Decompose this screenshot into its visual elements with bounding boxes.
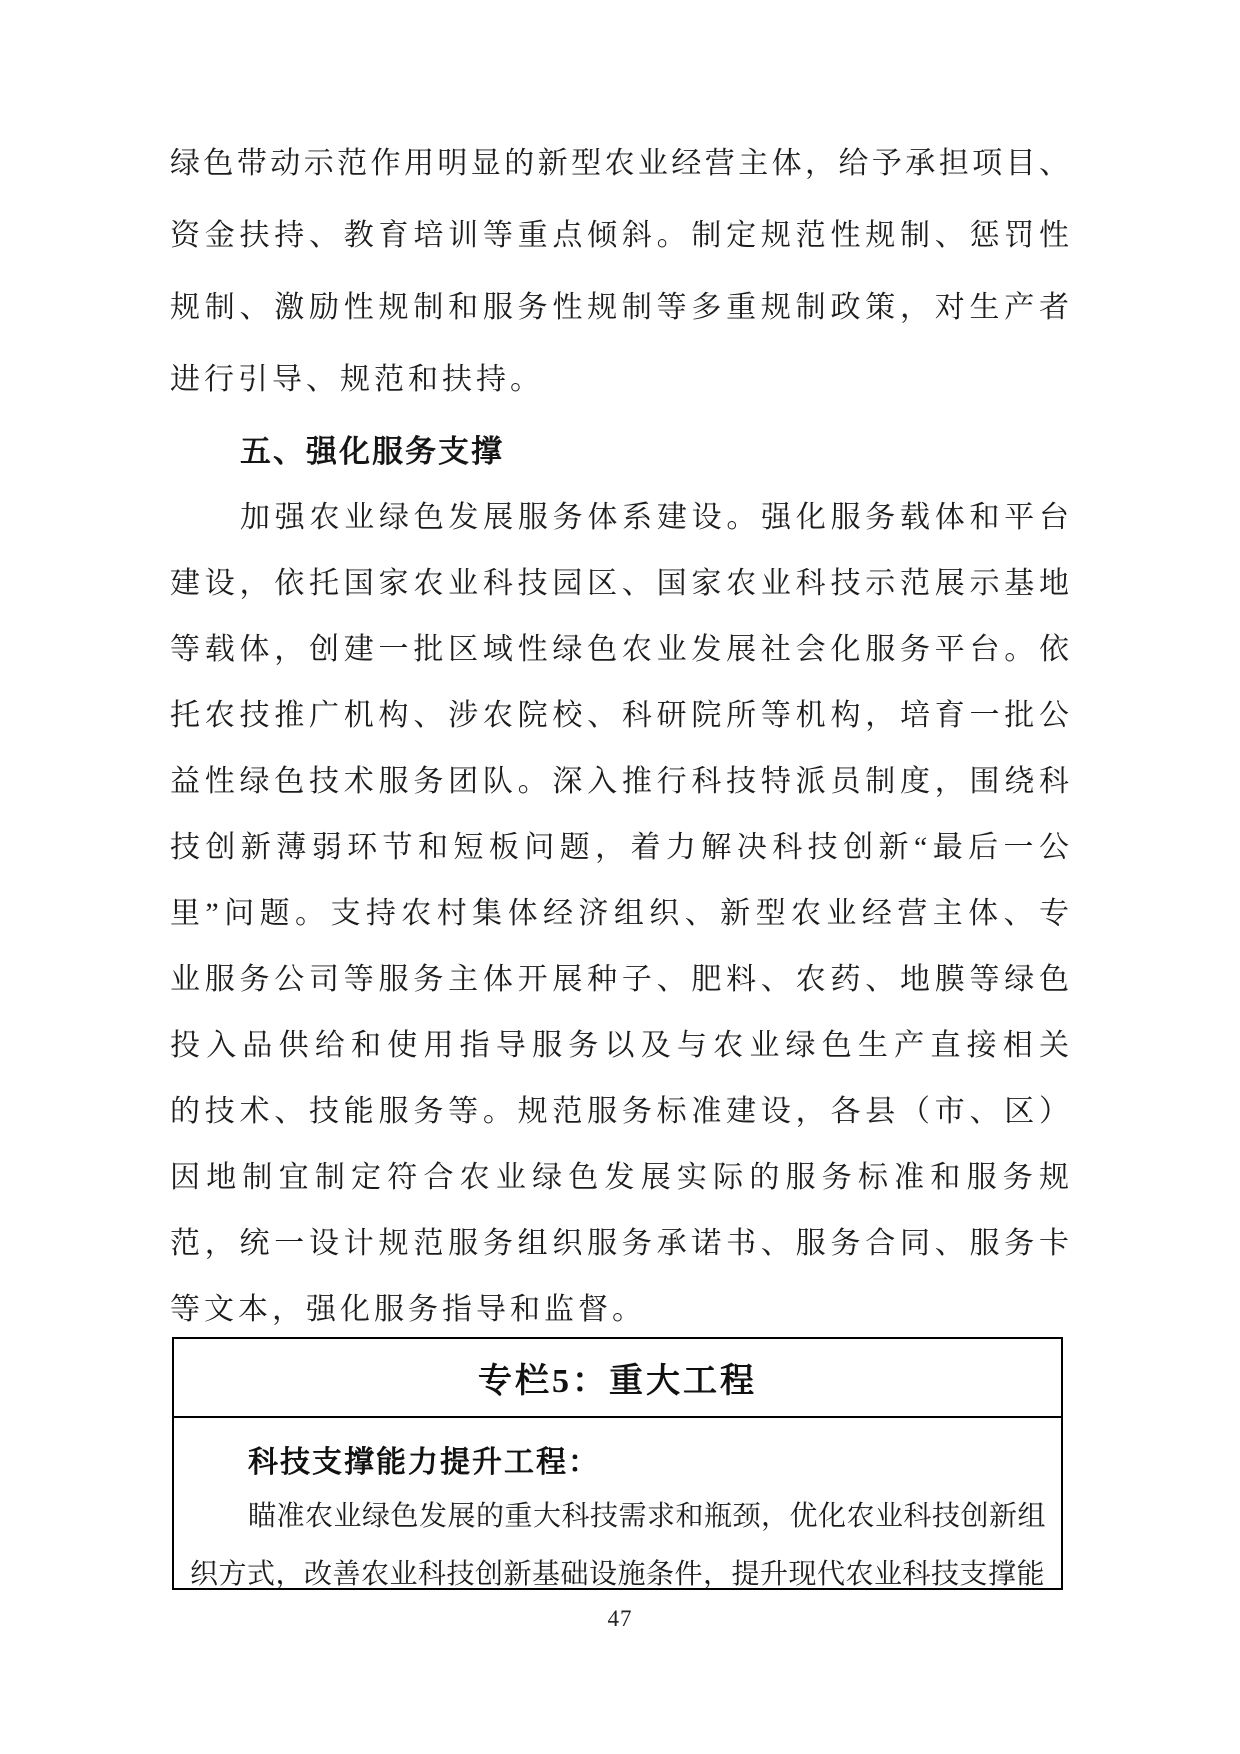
text-line: 益性绿色技术服务团队。深入推行科技特派员制度，围绕科 bbox=[170, 765, 1070, 798]
text-line: 织方式，改善农业科技创新基础设施条件，提升现代农业科技支撑能 bbox=[190, 1559, 1046, 1588]
text-line: 业服务公司等服务主体开展种子、肥料、农药、地膜等绿色 bbox=[170, 963, 1070, 996]
page-number: 47 bbox=[607, 1606, 633, 1631]
special-column-body bbox=[174, 1418, 1061, 1588]
text-line: 投入品供给和使用指导服务以及与农业绿色生产直接相关 bbox=[170, 1029, 1070, 1062]
text-line: 范，统一设计规范服务组织服务承诺书、服务合同、服务卡 bbox=[170, 1227, 1070, 1260]
text-line: 技创新薄弱环节和短板问题，着力解决科技创新“最后一公 bbox=[170, 831, 1070, 864]
section-heading: 五、强化服务支撑 bbox=[240, 434, 504, 469]
text-line: 瞄准农业绿色发展的重大科技需求和瓶颈，优化农业科技创新组 bbox=[248, 1501, 1047, 1532]
text-line: 加强农业绿色发展服务体系建设。强化服务载体和平台 bbox=[240, 501, 1070, 534]
project-description bbox=[190, 1488, 1045, 1588]
text-line: 托农技推广机构、涉农院校、科研院所等机构，培育一批公 bbox=[170, 699, 1070, 732]
project-subheading: 科技支撑能力提升工程： bbox=[248, 1446, 600, 1479]
text-line: 等文本，强化服务指导和监督。 bbox=[170, 1293, 646, 1326]
text-line: 绿色带动示范作用明显的新型农业经营主体，给予承担项目、 bbox=[170, 147, 1070, 180]
text-line: 资金扶持、教育培训等重点倾斜。制定规范性规制、惩罚性 bbox=[170, 219, 1070, 252]
text-line: 进行引导、规范和扶持。 bbox=[170, 363, 544, 396]
text-line: 规制、激励性规制和服务性规制等多重规制政策，对生产者 bbox=[170, 291, 1070, 324]
text-line: 等载体，创建一批区域性绿色农业发展社会化服务平台。依 bbox=[170, 633, 1070, 666]
text-line: 的技术、技能服务等。规范服务标准建设，各县（市、区） bbox=[170, 1095, 1070, 1128]
special-column-box bbox=[172, 1337, 1063, 1590]
paragraph-continuation bbox=[170, 128, 1070, 416]
paragraph-service-support bbox=[170, 485, 1070, 1343]
text-line: 建设，依托国家农业科技园区、国家农业科技示范展示基地 bbox=[170, 567, 1070, 600]
special-column-title: 专栏5：重大工程 bbox=[174, 1339, 1061, 1418]
text-line: 里”问题。支持农村集体经济组织、新型农业经营主体、专 bbox=[170, 897, 1070, 930]
text-line: 因地制宜制定符合农业绿色发展实际的服务标准和服务规 bbox=[170, 1161, 1070, 1194]
